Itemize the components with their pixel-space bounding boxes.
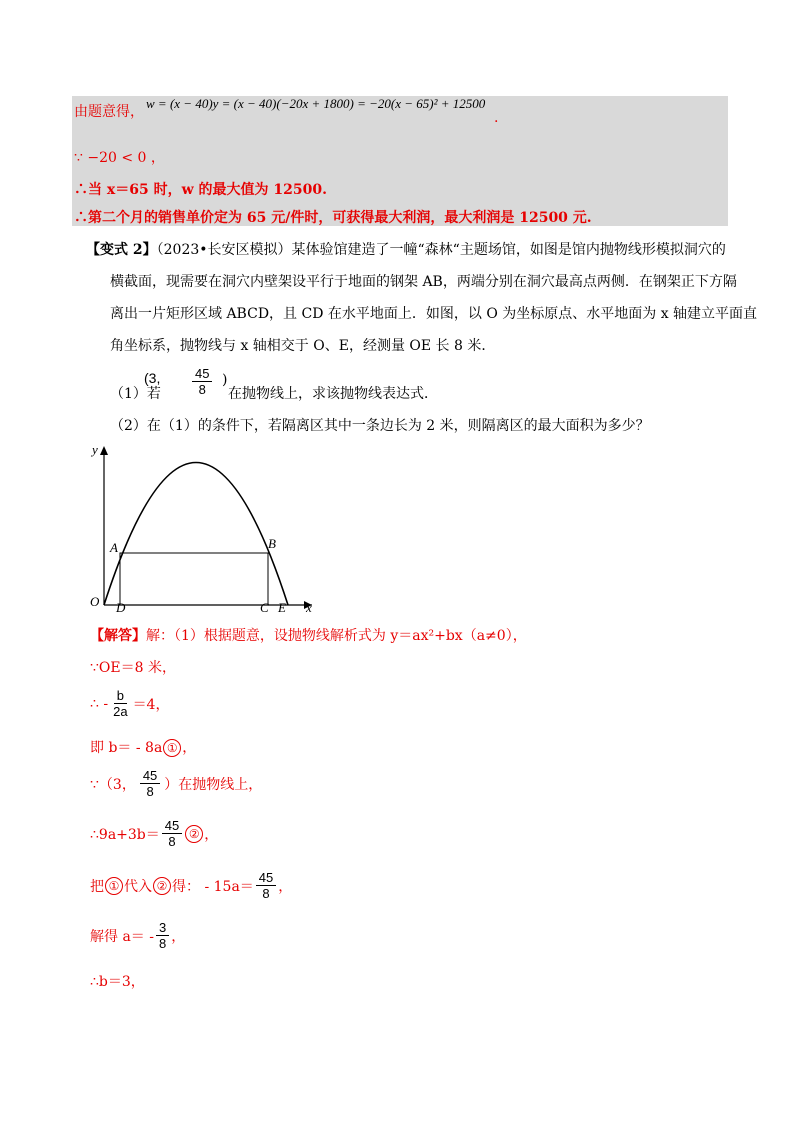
- problem-line-1: [86, 240, 726, 260]
- problem-text-1: （2023•长安区模拟）某体验馆建造了一幢“森林“主题场馆，如图是馆内抛物线形模拟洞穴的: [156, 242, 726, 258]
- answer-line-1: [74, 102, 144, 122]
- solution-line-1: [90, 626, 527, 646]
- s7-prefix: 把: [90, 878, 104, 895]
- s5-num: 45: [140, 768, 160, 784]
- problem-line-2: 横截面，现需要在洞穴内壁架设平行于地面的钢架 AB，两端分别在洞穴最高点两侧．在钢架正下方隔: [110, 274, 737, 290]
- s8-den: 8: [158, 936, 167, 951]
- s6-suffix: ，: [204, 826, 219, 843]
- s6-prefix: ∴9a+3b＝: [90, 826, 160, 843]
- question-1-point: [144, 370, 160, 386]
- circled-2-ref: ②: [153, 877, 171, 895]
- s7-num: 45: [256, 870, 276, 886]
- x-axis-label: x: [306, 600, 312, 615]
- solution-line-5: [90, 768, 262, 799]
- parabola-figure: [84, 440, 334, 620]
- label-a: A: [110, 540, 118, 555]
- s8-suffix: ，: [171, 928, 186, 945]
- solution-text-1: 解：（1）根据题意，设抛物线解析式为 y＝ax²+bx（a≠0），: [146, 628, 527, 644]
- solution-line-3: [90, 688, 169, 719]
- formula-period: [494, 108, 498, 128]
- solution-line-7: [90, 870, 292, 901]
- label-c: C: [260, 600, 269, 615]
- s7-suffix: ，: [278, 878, 293, 895]
- s7-text: 得： - 15a＝: [172, 878, 254, 895]
- question-1-text: 在抛物线上，求该抛物线表达式．: [228, 386, 438, 402]
- s5-suffix: ）在抛物线上，: [164, 776, 263, 793]
- s7-mid: 代入: [124, 878, 152, 895]
- rectangle-abcd: [120, 553, 268, 605]
- s3-suffix: ＝4，: [132, 696, 170, 713]
- formula-period-text: .: [494, 110, 499, 126]
- answer-line-2: ∵ −20 < 0 ，: [74, 150, 165, 166]
- fraction-numerator: 45: [192, 366, 212, 382]
- point-close: ): [222, 372, 228, 388]
- fraction-denominator: 8: [198, 382, 206, 397]
- problem-line-3: 离出一片矩形区域 ABCD，且 CD 在水平地面上．如图，以 O 为坐标原点、水平地面为 x 轴建立平面直: [110, 306, 758, 322]
- s4-prefix: 即 b＝ - 8a: [90, 740, 163, 756]
- answer-prefix: 由题意得，: [74, 104, 144, 120]
- s3-num: b: [114, 688, 127, 704]
- answer-line-3: ∴当 x＝65 时，w 的最大值为 12500.: [74, 182, 327, 198]
- profit-formula: [146, 96, 485, 112]
- previous-answer-box: [72, 96, 728, 226]
- s8-prefix: 解得 a＝ -: [90, 928, 154, 945]
- solution-line-8: [90, 920, 185, 951]
- s6-num: 45: [162, 818, 182, 834]
- s4-suffix: ，: [182, 740, 197, 756]
- problem-line-4: 角坐标系，抛物线与 x 轴相交于 O、E，经测量 OE 长 8 米．: [110, 338, 496, 354]
- circled-1-ref: ①: [105, 877, 123, 895]
- label-b: B: [268, 536, 276, 551]
- profit-formula-text: w = (x − 40)y = (x − 40)(−20x + 1800) = −20(x − 65)² + 12500: [146, 96, 486, 111]
- s7-den: 8: [262, 886, 270, 901]
- point-x: (3,: [144, 370, 161, 386]
- s5-prefix: ∵（3，: [90, 776, 136, 793]
- question-1-fraction: [192, 366, 212, 397]
- solution-tag: 【解答】: [90, 628, 146, 644]
- solution-line-4: [90, 738, 196, 758]
- problem-tag: 【变式 2】: [86, 242, 157, 258]
- parabola-curve: [104, 463, 288, 606]
- y-axis-arrow: [100, 446, 108, 455]
- y-axis-label: y: [92, 442, 98, 457]
- s3-prefix: ∴ -: [90, 695, 109, 712]
- solution-line-2: ∵OE＝8 米，: [90, 660, 176, 676]
- label-e: E: [278, 600, 286, 615]
- question-2: （2）在（1）的条件下，若隔离区其中一条边长为 2 米，则隔离区的最大面积为多少？: [110, 418, 650, 434]
- solution-line-6: [90, 818, 218, 849]
- label-d: D: [116, 600, 126, 615]
- circled-1: ①: [163, 739, 181, 757]
- question-1-prefix: （1）若: [110, 386, 161, 402]
- label-o: O: [90, 594, 100, 609]
- s3-den: 2a: [113, 704, 128, 719]
- s8-num: 3: [156, 920, 169, 936]
- s6-den: 8: [168, 834, 176, 849]
- circled-2: ②: [185, 825, 203, 843]
- answer-line-4: ∴第二个月的销售单价定为 65 元/件时，可获得最大利润，最大利润是 12500 元.: [74, 210, 592, 226]
- s5-den: 8: [146, 784, 154, 799]
- solution-line-9: ∴b＝3，: [90, 974, 145, 990]
